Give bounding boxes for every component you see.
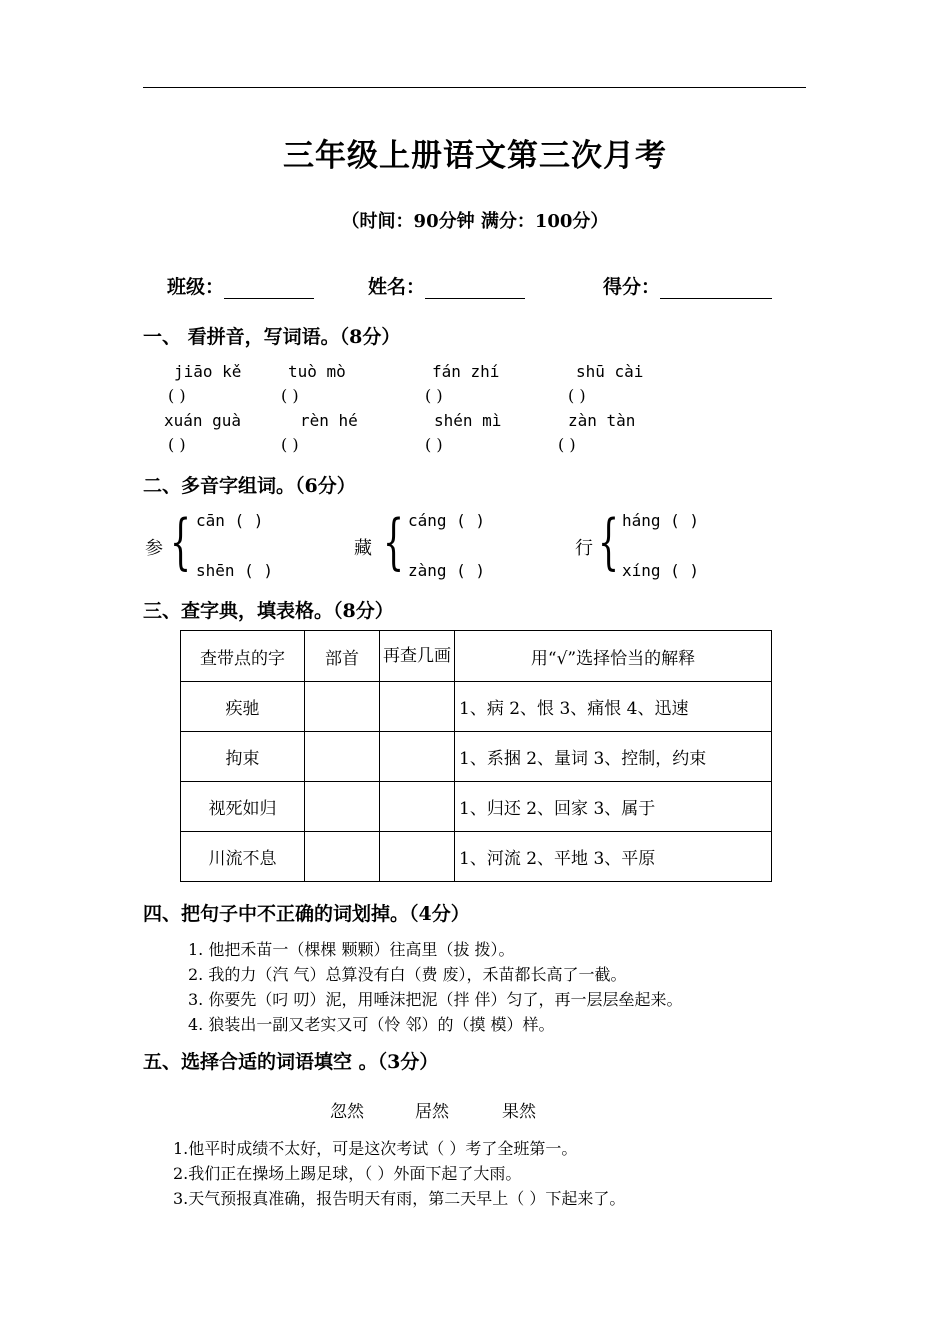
class-label: 班级： (167, 276, 225, 298)
header-rule (143, 87, 806, 88)
section-3-heading: 三、查字典，填表格。（8分） (143, 600, 394, 622)
score-field (603, 272, 772, 299)
sentence-item[interactable]: 1. 他把禾苗一（棵棵 颗颗）往高里（拔 拨）。 (188, 940, 515, 959)
strokes-cell[interactable] (380, 832, 455, 882)
table-row (181, 732, 772, 782)
brace-glyph: { (170, 507, 192, 577)
table-word: 拘束 (181, 732, 305, 782)
pinyin-item: fán zhí (432, 362, 500, 381)
strokes-cell[interactable] (380, 682, 455, 732)
reading-top[interactable]: cān ( ) (196, 511, 264, 530)
answer-blank[interactable]: ( ) (281, 386, 299, 405)
section-4-heading: 四、把句子中不正确的词划掉。（4分） (143, 903, 470, 925)
meaning-options[interactable]: 1、河流 2、平地 3、平原 (455, 832, 772, 882)
answer-blank[interactable]: ( ) (568, 386, 586, 405)
sentence-item[interactable]: 2. 我的力（汽 气）总算没有白（费 废），禾苗都长高了一截。 (188, 965, 627, 984)
dictionary-table (180, 630, 772, 882)
name-field (368, 272, 525, 299)
reading-top[interactable]: háng ( ) (622, 511, 700, 530)
score-blank[interactable] (660, 278, 772, 299)
answer-blank[interactable]: ( ) (168, 386, 186, 405)
col-header-radical: 部首 (305, 631, 380, 682)
class-field (167, 272, 314, 299)
name-blank[interactable] (425, 278, 525, 299)
word-choice: 忽然 (330, 1102, 364, 1122)
pinyin-item: rèn hé (300, 411, 358, 430)
name-label: 姓名： (368, 276, 426, 298)
score-label: 得分： (603, 276, 661, 298)
meaning-options[interactable]: 1、归还 2、回家 3、属于 (455, 782, 772, 832)
radical-cell[interactable] (305, 682, 380, 732)
reading-bottom[interactable]: zàng ( ) (408, 561, 486, 580)
radical-cell[interactable] (305, 732, 380, 782)
pinyin-item: jiāo kě (174, 362, 242, 381)
word-choice: 居然 (415, 1102, 449, 1122)
section-5-heading: 五、选择合适的词语填空 。（3分） (143, 1051, 439, 1073)
sentence-item[interactable]: 3. 你要先（叼 叨）泥，用唾沫把泥（拌 伴）匀了，再一层层垒起来。 (188, 990, 683, 1009)
polyphonic-char: 参 (145, 538, 163, 559)
pinyin-item: shū cài (576, 362, 644, 381)
strokes-cell[interactable] (380, 782, 455, 832)
col-header-word: 查带点的字 (181, 631, 305, 682)
radical-cell[interactable] (305, 832, 380, 882)
pinyin-item: xuán guà (164, 411, 242, 430)
table-row (181, 682, 772, 732)
answer-blank[interactable]: ( ) (425, 386, 443, 405)
meaning-options[interactable]: 1、病 2、恨 3、痛恨 4、迅速 (455, 682, 772, 732)
answer-blank[interactable]: ( ) (558, 435, 576, 454)
section-2-heading: 二、多音字组词。（6分） (143, 475, 356, 497)
section-1-heading: 一、 看拼音，写词语。（8分） (143, 326, 401, 348)
answer-blank[interactable]: ( ) (168, 435, 186, 454)
col-header-strokes: 再查几画 (380, 631, 455, 682)
table-word: 视死如归 (181, 782, 305, 832)
brace-glyph: { (598, 507, 620, 577)
exam-meta: （时间：90分钟 满分：100分） (341, 211, 609, 232)
polyphonic-char: 藏 (354, 538, 372, 559)
answer-blank[interactable]: ( ) (281, 435, 299, 454)
reading-bottom[interactable]: xíng ( ) (622, 561, 700, 580)
pinyin-item: tuò mò (288, 362, 346, 381)
col-header-meaning: 用“√”选择恰当的解释 (455, 631, 772, 682)
table-word: 川流不息 (181, 832, 305, 882)
sentence-item[interactable]: 4. 狼装出一副又老实又可（怜 邻）的（摸 模）样。 (188, 1015, 555, 1034)
brace-glyph: { (383, 507, 405, 577)
strokes-cell[interactable] (380, 732, 455, 782)
table-row (181, 782, 772, 832)
fill-sentence[interactable]: 2.我们正在操场上踢足球，（ ）外面下起了大雨。 (173, 1164, 522, 1183)
reading-bottom[interactable]: shēn ( ) (196, 561, 274, 580)
pinyin-item: zàn tàn (568, 411, 636, 430)
table-row (181, 832, 772, 882)
class-blank[interactable] (224, 278, 314, 299)
table-word: 疾驰 (181, 682, 305, 732)
page-title: 三年级上册语文第三次月考 (283, 138, 667, 174)
pinyin-item: shén mì (434, 411, 502, 430)
radical-cell[interactable] (305, 782, 380, 832)
reading-top[interactable]: cáng ( ) (408, 511, 486, 530)
answer-blank[interactable]: ( ) (425, 435, 443, 454)
fill-sentence[interactable]: 3.天气预报真准确，报告明天有雨，第二天早上（ ）下起来了。 (173, 1189, 626, 1208)
fill-sentence[interactable]: 1.他平时成绩不太好，可是这次考试（ ）考了全班第一。 (173, 1139, 578, 1158)
word-choice: 果然 (502, 1102, 536, 1122)
polyphonic-char: 行 (575, 538, 593, 559)
meaning-options[interactable]: 1、系捆 2、量词 3、控制，约束 (455, 732, 772, 782)
